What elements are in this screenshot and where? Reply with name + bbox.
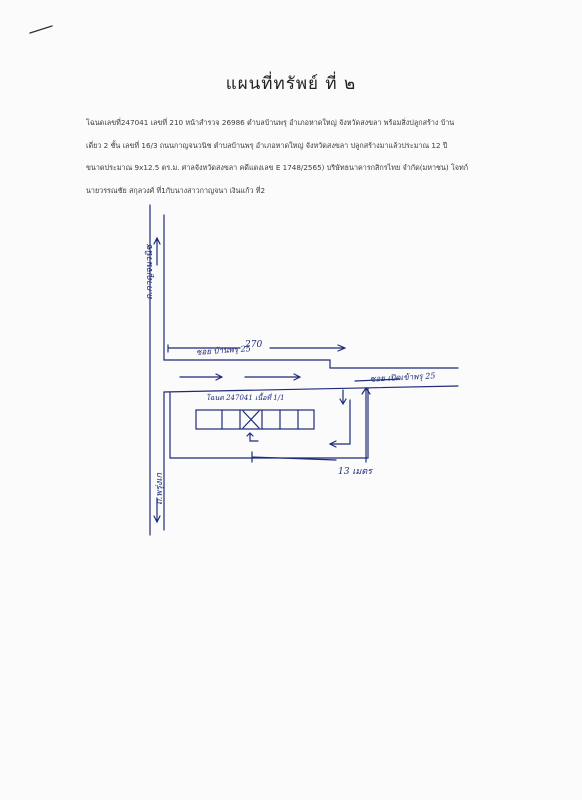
stray-mark (30, 26, 52, 33)
soi-right-label: ซอย เปิดเข้าพรุ 25 (369, 371, 436, 384)
property-marker-icon (243, 411, 259, 428)
description-line: ขนาดประมาณ 9x12.5 ตร.ม. ศาลจังหวัดสงขลา คดีแดงเลข E 1748/2565) บริษัทธนาคารกสิกรไทย จำกัด(มหาชน) โจทก์ (86, 163, 469, 172)
description-line: เดี่ยว 2 ชั้น เลขที่ 16/3 ถนนกาญจนวนิช ตำบลบ้านพรุ อำเภอหาดใหญ่ จังหวัดสงขลา ปลูกสร้างมาแล้วประมาณ 12 ปี (86, 140, 448, 150)
deed-label: โฉนด 247041 เนื้อที่ 1/1 (206, 394, 285, 402)
main-road-label-top: ถ.กาญจนวนิช (145, 244, 155, 300)
main-road-label-bottom: ถ.พรุ่งเก (155, 473, 165, 505)
arrow-right-icon (180, 374, 222, 380)
arrow-down-icon (340, 390, 346, 404)
page-title: แผนที่ทรัพย์ ที่ ๒ (225, 74, 357, 94)
building-outline (196, 410, 314, 429)
entrance-arrow-icon (247, 433, 258, 441)
soi-road-bottom-line (164, 386, 458, 392)
distance-13m-label: 13 เมตร (338, 467, 373, 477)
lane-inner-path (330, 400, 350, 444)
arrow-right-icon (245, 374, 300, 380)
soi-left-label: ซอย บ้านพรุ 25 (195, 344, 252, 357)
soi-left-distance: 270 (245, 340, 263, 350)
description-line: นายวรรณชัย สกุลวงศ์ ที่1กับนางสาวกาญจนา เงินแก้ว ที่2 (86, 185, 266, 195)
description-line: โฉนดเลขที่247041 เลขที่ 210 หน้าสำรวจ 26986 ตำบลบ้านพรุ อำเภอหาดใหญ่ จังหวัดสงขลา พร้อมสิ่งปลูกสร้าง บ้าน (86, 118, 455, 127)
